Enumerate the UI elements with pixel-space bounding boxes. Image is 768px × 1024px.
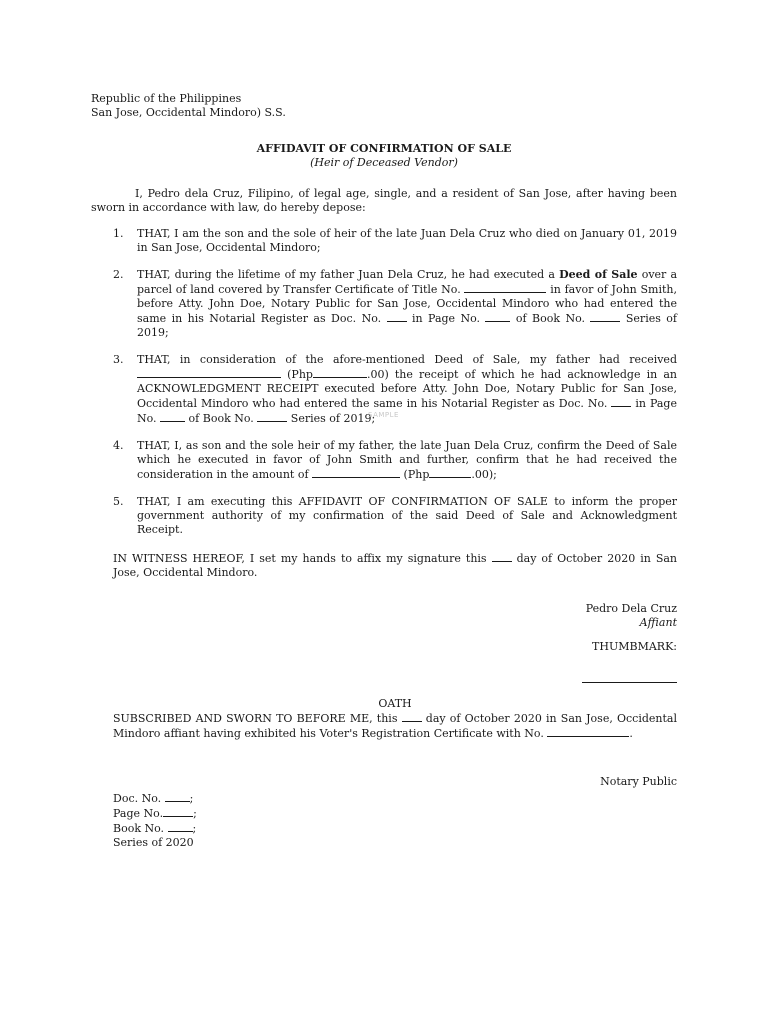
notarial-registry [113,791,677,850]
clause-text: .00) the receipt of which he had acknowledge in an ACKNOWLEDGMENT RECEIPT executed before Atty. John Doe, Notary Public for San Jose, Occidental Mindoro who had entered the same in his Notarial Register as Doc. No. [137,368,677,410]
registry-label: Book No. [113,822,168,835]
sample-watermark: SAMPLE [368,411,399,419]
day-blank[interactable] [492,551,512,562]
registry-label: ; [189,792,194,805]
registry-doc-blank[interactable] [165,791,190,802]
registry-book-line [113,821,677,836]
affiant-role: Affiant [639,616,677,629]
clause-text: THAT, in consideration of the afore-mentioned Deed of Sale, my father had received [137,353,677,366]
clause-number: 4. [113,439,124,452]
tct-number-blank[interactable] [464,282,546,293]
thumbmark-label: THUMBMARK: [592,640,677,653]
oath-title: OATH [378,697,412,710]
clause-number: 3. [113,353,124,366]
registry-label: Page No. [113,807,164,820]
clause-text: THAT, I am the son and the sole of heir of the late Juan Dela Cruz who died on January 01, 2019 in San Jose, Occidental Mindoro; [137,227,677,254]
clause-text: in favor of John Smith, before Atty. John Doe, Notary Public for San Jose, Occidental Mindoro who had entered the same in his Notarial Register as Doc. No. [137,283,677,325]
book-number-blank[interactable] [257,411,287,422]
registry-label: ; [193,807,197,820]
clause-text: .00); [471,468,497,481]
clause-text: Series of 2019; [137,312,677,339]
witness-text: IN WITNESS HEREOF, I set my hands to affix my signature this [113,552,492,565]
oath-text: SUBSCRIBED AND SWORN TO BEFORE ME, this [113,712,402,725]
document-subtitle: (Heir of Deceased Vendor) [310,156,458,169]
clause-number: 2. [113,268,124,281]
amount-words-blank[interactable] [137,367,281,378]
clause-text: of Book No. [185,412,258,425]
registry-book-blank[interactable] [168,821,193,832]
deed-of-sale-bold: Deed of Sale [559,268,638,281]
registry-series-line: Series of 2020 [113,836,194,849]
book-number-blank[interactable] [590,311,620,322]
witness-text: day of October 2020 in San Jose, Occidental Mindoro. [113,552,677,579]
clause-text: over a parcel of land covered by Transfer Certificate of Title No. [137,268,677,296]
header-venue: San Jose, Occidental Mindoro) S.S. [91,106,286,119]
registry-page-line [113,806,677,821]
affiant-name: Pedro Dela Cruz [585,602,677,615]
clause-2 [91,268,677,340]
clause-number: 1. [113,227,124,240]
clause-text: Series of 2019; [287,412,376,425]
clause-4 [91,439,677,482]
document-title: AFFIDAVIT OF CONFIRMATION OF SALE [256,142,512,155]
clause-5 [91,495,677,537]
clause-number: 5. [113,495,124,508]
doc-number-blank[interactable] [611,396,631,407]
oath-text: . [629,727,633,740]
clause-text: THAT, I am executing this AFFIDAVIT OF CONFIRMATION OF SALE to inform the proper government authority of my confirmation of the said Deed of Sale and Acknowledgment Receipt. [137,495,677,536]
clause-text: (Php [400,468,430,481]
clause-text: of Book No. [510,312,591,325]
page-number-blank[interactable] [485,311,510,322]
amount-words-blank[interactable] [312,467,400,478]
registry-label: Doc. No. [113,792,165,805]
oath-text: day of October 2020 in San Jose, Occidental Mindoro affiant having exhibited his Voter's Registration Certificate with No. [113,712,677,740]
clause-list [91,227,677,537]
clause-text: (Php [281,368,313,381]
doc-number-blank[interactable] [387,311,407,322]
clause-text: in Page No. [137,397,677,425]
page-number-blank[interactable] [160,411,185,422]
affidavit-document [91,92,677,850]
amount-php-blank[interactable] [313,367,367,378]
intro-paragraph: I, Pedro dela Cruz, Filipino, of legal age, single, and a resident of San Jose, after having been sworn in accordance with law, do hereby depose: [91,187,677,214]
amount-php-blank[interactable] [429,467,471,478]
witness-paragraph [113,551,677,580]
registry-page-blank[interactable] [163,806,193,817]
clause-text: in Page No. [406,312,486,325]
clause-text: THAT, I, as son and the sole heir of my father, the late Juan Dela Cruz, confirm the Deed of Sale which he executed in favor of John Smith and further, confirm that he had received the consideration in the amount of [137,439,677,481]
clause-text: THAT, during the lifetime of my father Juan Dela Cruz, he had executed a [137,268,560,281]
thumbmark-signature-line[interactable] [582,681,677,683]
voter-certificate-blank[interactable] [547,726,629,737]
notary-public-label: Notary Public [600,775,677,788]
header-republic: Republic of the Philippines [91,92,242,105]
day-blank[interactable] [402,711,422,722]
registry-doc-line [113,791,677,806]
oath-paragraph [113,711,677,741]
registry-label: ; [192,822,197,835]
clause-1 [91,227,677,255]
